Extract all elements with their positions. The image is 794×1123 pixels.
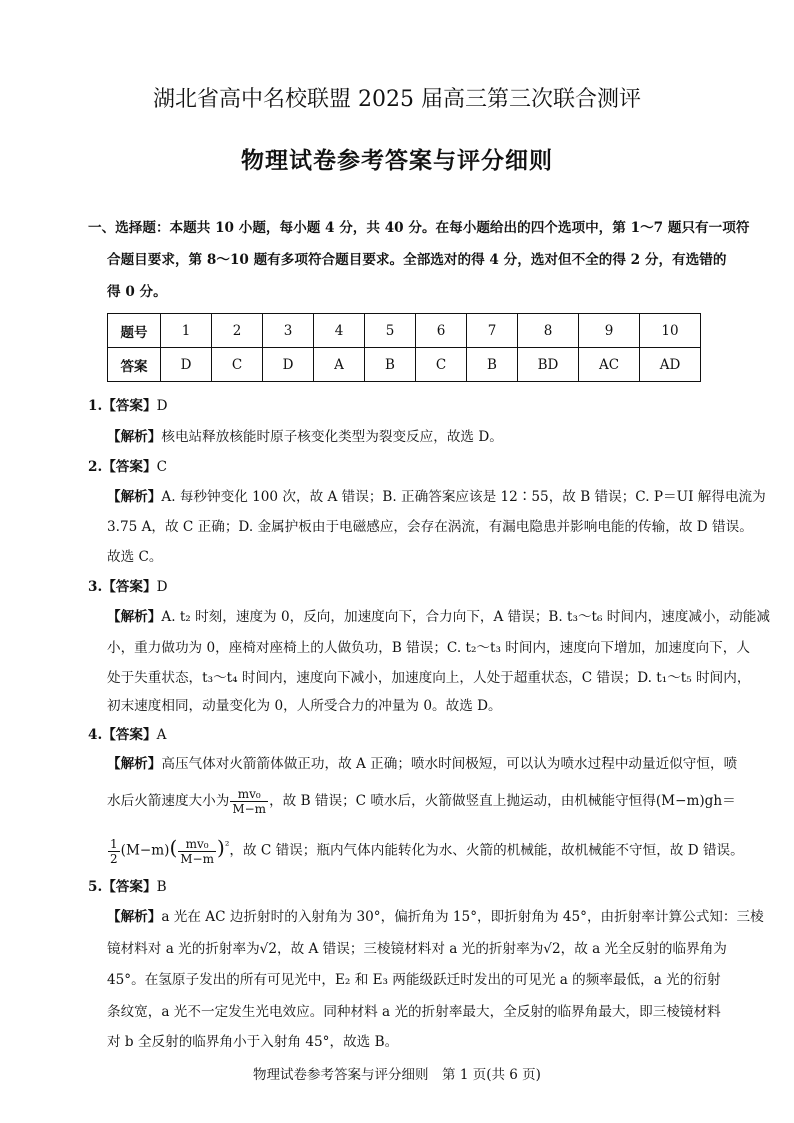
table-cell: 2 <box>212 314 263 348</box>
answer-heading <box>88 877 167 897</box>
analysis-tag: 【解析】 <box>107 429 162 445</box>
answer-value: D <box>156 579 168 595</box>
answer-tag: 【答案】 <box>102 398 157 414</box>
table-header: 答案 <box>108 348 161 382</box>
answer-tag: 【答案】 <box>102 727 157 743</box>
table-row-answers <box>108 348 701 382</box>
page-footer: 物理试卷参考答案与评分细则 第 1 页(共 6 页) <box>253 1067 541 1083</box>
table-cell: B <box>467 348 518 382</box>
exponent: ² <box>224 838 230 852</box>
table-cell: 4 <box>314 314 365 348</box>
analysis-text: 水后火箭速度大小为 <box>107 793 230 809</box>
fraction-denominator: M−m <box>232 802 267 816</box>
analysis-line <box>107 754 737 774</box>
answer-heading <box>88 725 166 745</box>
analysis-text: ，故 C 错误；瓶内气体内能转化为水、火箭的机械能，故机械能不守恒，故 D 错误。 <box>229 842 744 859</box>
question-number: 5. <box>88 879 103 895</box>
question-number: 3. <box>88 579 103 595</box>
table-row-numbers <box>108 314 701 348</box>
section-instructions: 一、选择题：本题共 10 小题，每小题 4 分，共 40 分。在每小题给出的四个选项中，第 1～7 题只有一项符 <box>88 220 750 236</box>
answer-heading <box>88 577 167 597</box>
question-number: 1. <box>88 398 103 414</box>
analysis-line <box>107 487 766 507</box>
table-cell: AD <box>640 348 701 382</box>
analysis-text: a 光在 AC 边折射时的入射角为 30°，偏折角为 15°，即折射角为 45°，由折射率计算公式知：三棱 <box>161 909 764 925</box>
answer-tag: 【答案】 <box>102 459 157 475</box>
paren-close: ) <box>217 835 225 860</box>
fraction <box>178 837 216 866</box>
table-cell: C <box>212 348 263 382</box>
analysis-text: ，故 B 错误；C 喷水后，火箭做竖直上抛运动，由机械能守恒得(M−m)gh＝ <box>269 793 736 809</box>
analysis-line <box>107 907 764 927</box>
table-cell: 10 <box>640 314 701 348</box>
analysis-tag: 【解析】 <box>107 756 162 772</box>
analysis-tag: 【解析】 <box>107 909 162 925</box>
table-cell: BD <box>518 348 579 382</box>
analysis-line: 初末速度相同，动量变化为 0，人所受合力的冲量为 0。故选 D。 <box>107 698 502 714</box>
table-cell: D <box>263 348 314 382</box>
answer-value: D <box>156 398 168 414</box>
analysis-text: A. t₂ 时刻，速度为 0，反向，加速度向下，合力向下，A 错误；B. t₃～t₆ 时间内，速度减小，动能减 <box>161 609 770 625</box>
section-instructions: 得 0 分。 <box>107 284 167 300</box>
table-cell: A <box>314 348 365 382</box>
analysis-tag: 【解析】 <box>107 609 162 625</box>
analysis-text: A. 每秒钟变化 100 次，故 A 错误；B. 正确答案应该是 12∶55，故 B 错误；C. P＝UI 解得电流为 <box>161 489 766 505</box>
fraction-numerator: 1 <box>110 836 118 851</box>
table-cell: 3 <box>263 314 314 348</box>
analysis-tag: 【解析】 <box>107 489 162 505</box>
fraction-numerator: mv₀ <box>230 787 268 802</box>
answer-value: A <box>156 727 167 743</box>
analysis-line: 条纹宽，a 光不一定发生光电效应。同种材料 a 光的折射率最大，全反射的临界角最大，即三棱镜材料 <box>107 1004 721 1020</box>
analysis-line: 镜材料对 a 光的折射率为√2，故 A 错误；三棱镜材料对 a 光的折射率为√2，故 a 光全反射的临界角为 <box>107 941 727 957</box>
analysis-line <box>107 787 736 816</box>
section-instructions: 合题目要求，第 8～10 题有多项符合题目要求。全部选对的得 4 分，选对但不全的得 2 分，有选错的 <box>107 252 727 268</box>
table-cell: B <box>365 348 416 382</box>
answer-heading <box>88 457 167 477</box>
paren-open: ( <box>169 835 178 860</box>
table-cell: 5 <box>365 314 416 348</box>
question-number: 4. <box>88 727 103 743</box>
answer-tag: 【答案】 <box>102 879 157 895</box>
fraction-numerator: mv₀ <box>178 837 216 852</box>
analysis-text: (M−m) <box>120 842 170 859</box>
table-cell: AC <box>579 348 640 382</box>
answer-heading <box>88 396 167 416</box>
analysis-line: 对 b 全反射的临界角小于入射角 45°，故选 B。 <box>107 1034 399 1050</box>
document-title: 湖北省高中名校联盟 2025 届高三第三次联合测评 <box>153 87 641 112</box>
document-subtitle: 物理试卷参考答案与评分细则 <box>241 147 553 174</box>
fraction <box>108 837 120 866</box>
question-number: 2. <box>88 459 103 475</box>
answer-table <box>107 313 701 382</box>
analysis-line: 处于失重状态，t₃～t₄ 时间内，速度向下减小，加速度向上，人处于超重状态，C 错误；D. t₁～t₅ 时间内， <box>107 670 751 686</box>
table-cell: C <box>416 348 467 382</box>
table-cell: 9 <box>579 314 640 348</box>
answer-value: B <box>156 879 167 895</box>
table-cell: 1 <box>161 314 212 348</box>
table-cell: 7 <box>467 314 518 348</box>
fraction-denominator: 2 <box>110 851 118 866</box>
analysis-line: 小，重力做功为 0，座椅对座椅上的人做负功，B 错误；C. t₂～t₃ 时间内，速度向下增加，加速度向下，人 <box>107 640 750 656</box>
analysis-text: 高压气体对火箭箭体做正功，故 A 正确；喷水时间极短，可以认为喷水过程中动量近似守恒，喷 <box>161 756 738 772</box>
analysis-text: 核电站释放核能时原子核变化类型为裂变反应，故选 D。 <box>161 429 503 445</box>
analysis-line: 45°。在氢原子发出的所有可见光中，E₂ 和 E₃ 两能级跃迁时发出的可见光 a 的频率最低，a 光的衍射 <box>107 972 721 988</box>
table-header: 题号 <box>108 314 161 348</box>
analysis-line: 故选 C。 <box>107 549 163 565</box>
analysis-line <box>107 835 744 866</box>
analysis-line <box>107 427 503 447</box>
answer-tag: 【答案】 <box>102 579 157 595</box>
table-cell: D <box>161 348 212 382</box>
table-cell: 8 <box>518 314 579 348</box>
analysis-line <box>107 607 770 627</box>
fraction-denominator: M−m <box>180 851 214 866</box>
fraction <box>230 787 268 816</box>
table-cell: 6 <box>416 314 467 348</box>
answer-value: C <box>156 459 167 475</box>
analysis-line: 3.75 A，故 C 正确；D. 金属护板由于电磁感应，会存在涡流，有漏电隐患并影响电能的传输，故 D 错误。 <box>107 519 753 535</box>
